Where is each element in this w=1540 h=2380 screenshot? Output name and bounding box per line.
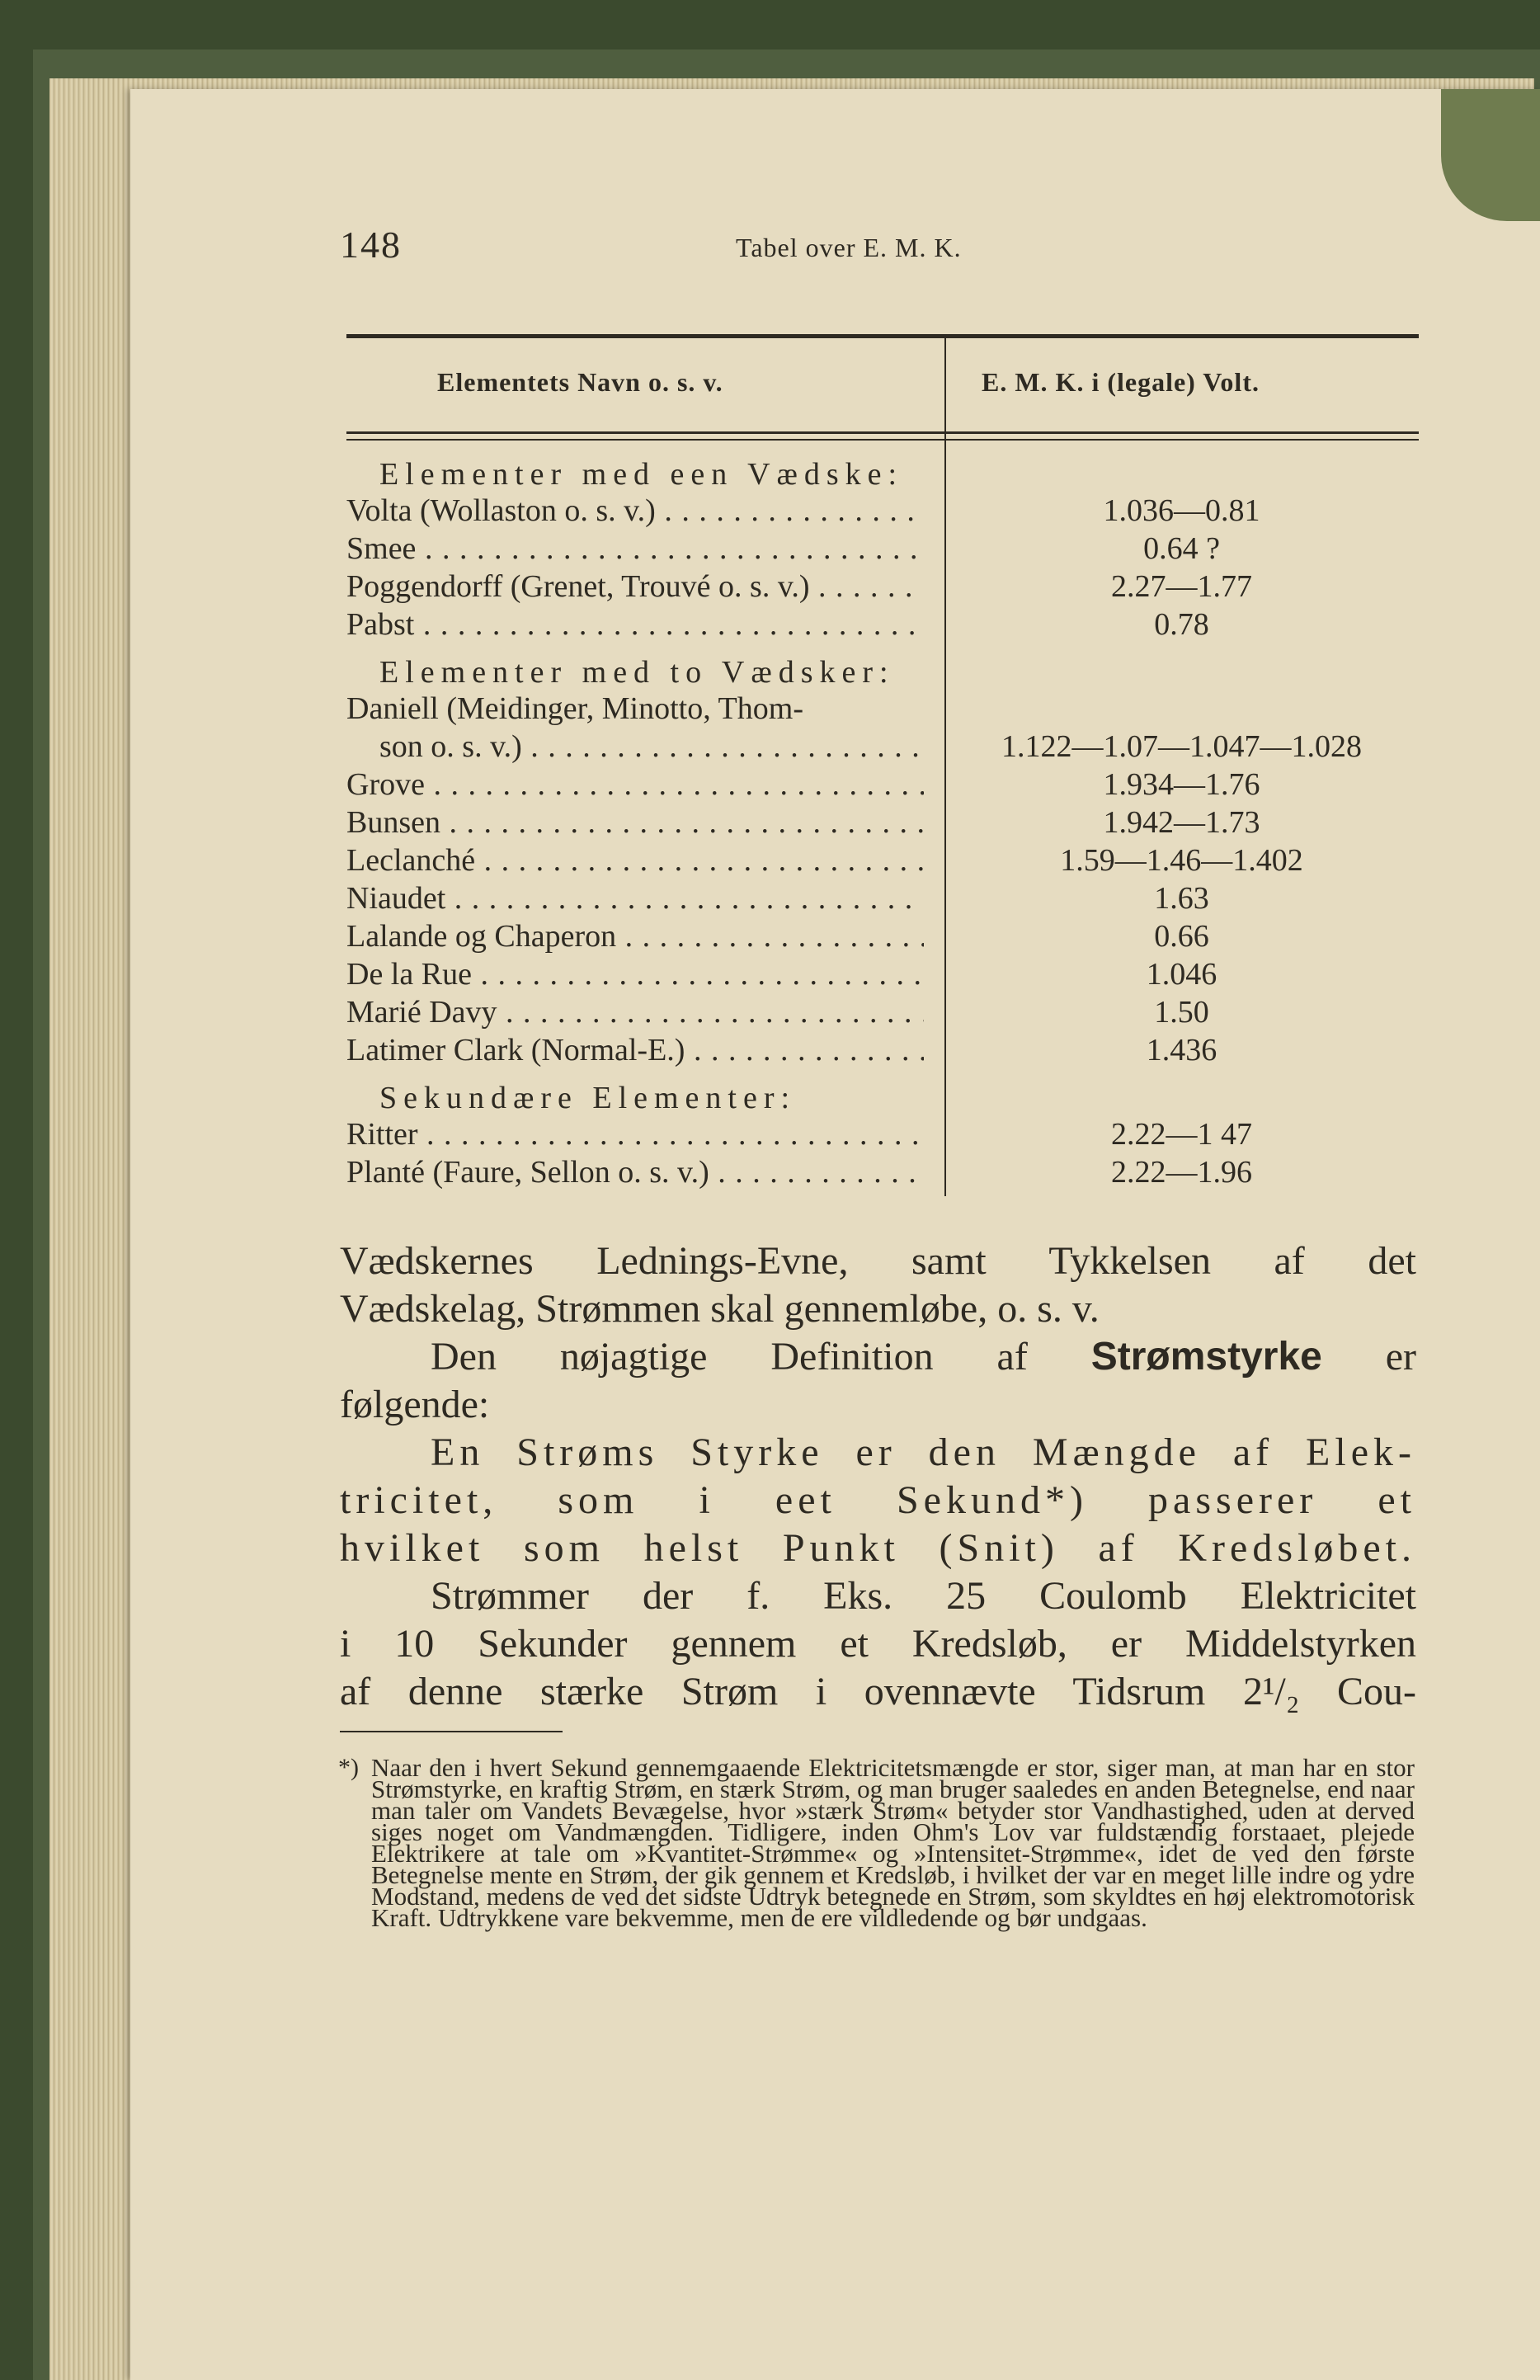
- emk-value: 1.036—0.81: [1103, 493, 1260, 528]
- table-row: [346, 956, 1419, 994]
- text-line: Vædskernes Lednings-Evne, samt Tykkelsen af det: [340, 1239, 1416, 1283]
- emk-value: 1.046: [1146, 957, 1217, 992]
- element-name: Ritter . . .: [346, 1116, 924, 1152]
- element-name: De la Rue . . .: [346, 956, 924, 992]
- emk-value: 1.59—1.46—1.402: [1060, 843, 1303, 878]
- emk-value: 2.22—1 47: [1111, 1117, 1252, 1152]
- emk-value: 0.64 ?: [1143, 531, 1220, 566]
- table-row: [346, 606, 1419, 644]
- element-name: Marié Davy . . .: [346, 994, 924, 1030]
- element-name: Lalande og Chaperon . . .: [346, 918, 924, 954]
- table-row: [346, 1116, 1419, 1154]
- table-row: [346, 728, 1419, 766]
- section-title: Sekundære Elementer:: [379, 1081, 797, 1115]
- element-name: son o. s. v.) . . .: [379, 728, 924, 765]
- text-span: Den nøjagtige Definition af: [431, 1335, 1028, 1379]
- cover-corner: [1441, 89, 1540, 221]
- header-rule: [346, 431, 1419, 434]
- emk-value: 1.934—1.76: [1103, 767, 1260, 802]
- emk-value: 2.27—1.77: [1111, 569, 1252, 604]
- page-number: 148: [340, 224, 402, 266]
- table-row: [346, 1032, 1419, 1070]
- table-row: [346, 1154, 1419, 1192]
- emk-value: 0.66: [1154, 919, 1209, 954]
- table-top-rule: [346, 334, 1419, 338]
- footnote-rule: [340, 1731, 563, 1732]
- footnote-mark: *): [338, 1754, 359, 1781]
- text-line: følgende:: [340, 1383, 490, 1426]
- text-line: Vædskelag, Strømmen skal gennemløbe, o. s. v.: [340, 1287, 1100, 1331]
- element-name: Niaudet . . .: [346, 880, 924, 917]
- footnote-text: Naar den i hvert Sekund gennemgaaende Elektricitetsmængde er stor, siger man, at man har en stor Strømstyrke, en kraftig Strøm, en stærk Strøm, og man bruger saaledes en anden Betegnelse, end naar man taler om Vandets Bevægelse, hvor »stærk Strøm« betyder stor Vandhastighed, uden at derved siges noget om Vandmængden. Tidligere, inden Ohm's Lov var fuldstændig forstaaet, plejede Elektrikere at tale om »Kvantitet-Strømme« og »Intensitet-Strømme«, idet de ved den første Betegnelse mente en Strøm, der gik gennem et Kredsløb, i hvilket der var en meget lille indre og ydre Modstand, medens de ved det sidste Udtryk betegnede en Strøm, som skyldtes en høj elektromotorisk Kraft. Udtrykkene vare bekvemme, men de ere vildledende og bør undgaas.: [371, 1753, 1415, 1932]
- running-head: [340, 223, 1412, 272]
- section-title: Elementer med een Vædske:: [379, 457, 904, 492]
- element-name-line1: Daniell (Meidinger, Minotto, Thom-: [346, 691, 803, 726]
- element-name: Volta (Wollaston o. s. v.) . . .: [346, 492, 924, 529]
- emf-table: [346, 334, 1419, 1200]
- column-header-emk: E. M. K. i (legale) Volt.: [982, 367, 1260, 397]
- emk-value: 1.63: [1154, 881, 1209, 916]
- element-name: Pabst . . .: [346, 606, 924, 643]
- element-name: Grove . . .: [346, 766, 924, 803]
- text-span: er: [1385, 1335, 1417, 1379]
- text-line: af denne stærke Strøm i ovennævte Tidsrum 2¹/₂ Cou-: [340, 1670, 1416, 1713]
- emk-value: 0.78: [1154, 607, 1209, 642]
- emk-value: 2.22—1.96: [1111, 1155, 1252, 1190]
- element-name: Planté (Faure, Sellon o. s. v.) . . .: [346, 1154, 924, 1190]
- table-row: [346, 880, 1419, 918]
- header-rule-double: [346, 439, 1419, 441]
- footnote: [338, 1753, 1415, 1932]
- definition-line: tricitet, som i eet Sekund*) passerer et: [340, 1478, 1416, 1522]
- text-line: [431, 1333, 1416, 1381]
- text-line: Strømmer der f. Eks. 25 Coulomb Elektricitet: [431, 1574, 1416, 1618]
- table-row: [346, 918, 1419, 956]
- table-row: [346, 994, 1419, 1032]
- definition-line: En Strøms Styrke er den Mængde af Elek-: [431, 1430, 1416, 1474]
- element-name: Smee . . .: [346, 530, 924, 567]
- emk-value: 1.122—1.07—1.047—1.028: [1001, 729, 1362, 764]
- table-row: [346, 568, 1419, 606]
- column-header-name: Elementets Navn o. s. v.: [437, 367, 723, 397]
- element-name: Latimer Clark (Normal-E.) . . .: [346, 1032, 924, 1068]
- definition-line: hvilket som helst Punkt (Snit) af Kredsløbet.: [340, 1526, 1416, 1570]
- table-row: [346, 492, 1419, 530]
- table-row: [346, 804, 1419, 842]
- element-name: Poggendorff (Grenet, Trouvé o. s. v.) . . .: [346, 568, 924, 605]
- emk-value: 1.942—1.73: [1103, 805, 1260, 840]
- table-row: [346, 766, 1419, 804]
- table-row: [346, 842, 1419, 880]
- emk-value: 1.50: [1154, 995, 1209, 1030]
- emk-value: 1.436: [1146, 1033, 1217, 1067]
- element-name: Leclanché . . .: [346, 842, 924, 879]
- element-name: Bunsen . . .: [346, 804, 924, 841]
- table-row: [346, 530, 1419, 568]
- section-title: Elementer med to Vædsker:: [379, 655, 895, 690]
- term-strømstyrke: Strømstyrke: [1090, 1335, 1322, 1379]
- running-title: Tabel over E. M. K.: [736, 233, 962, 262]
- text-line: i 10 Sekunder gennem et Kredsløb, er Middelstyrken: [340, 1622, 1416, 1666]
